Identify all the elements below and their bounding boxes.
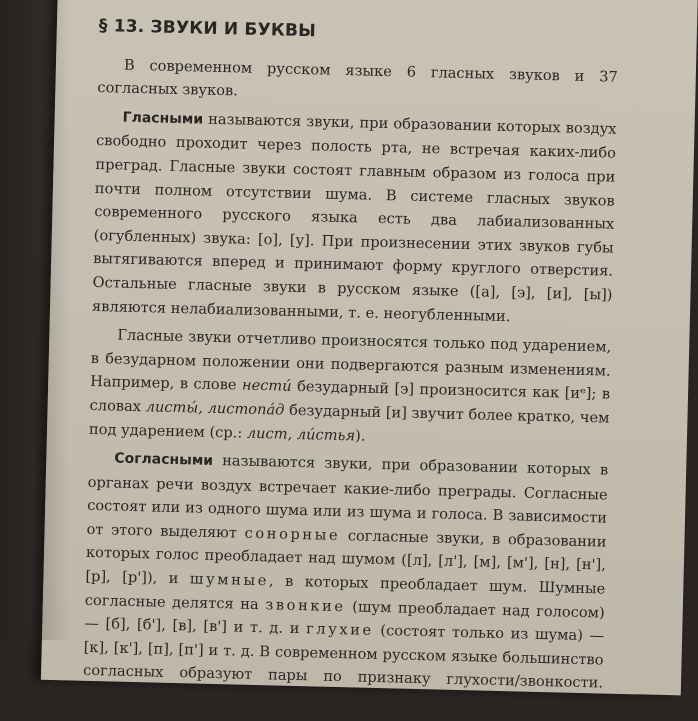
paragraph-consonants-text-a: называются звуки, при образовании которых в органах речи воздух встречает какие-либо преграды. Согласные состоят или из одного шума или из шума и голоса. В зависимости от этого выделяют [86,452,609,542]
paragraph-consonants-text-c: , в которых преобладает шум. Шумные согласные делятся на [84,572,606,613]
term-noisy: шумные [189,570,270,590]
paragraph-consonants-text-d: (шум преобладает над голосом) — [б], [б'], [в], [в'] и т. д. и [84,597,605,638]
paragraph-consonants [82,446,608,719]
paragraph-consonants-text-b: согласные звуки, в образовании которых голос преобладает над шумом ([л], [л'], [м], [м'], [н], [н'], [р], [р']), и [85,526,607,588]
paragraph-vowels-text: называются звуки, при образовании которых воздух свободно проходит через полость рта, не встречая каких-либо преград. Гласные звуки состоят главным образом из голоса при почти полном отсутствии шума. В системе гласных звуков современного русского языка есть два лабиализованных (огубленных) звука: [о], [у]. При произнесении этих звуков губы вытягиваются вперед и принимают форму круглого отверстия. Остальные гласные звуки в русском языке ([а], [э], [и], [ы]) являются нелабиализованными, т. е. неогубленными. [91,110,617,325]
term-voiced: звонкие [265,595,346,615]
page-text-block [82,0,620,719]
paragraph-stress-text-c: безударный [и] звучит более кратко, чем под ударением (ср.: [88,401,610,442]
paragraph-intro-text: В современном русском языке 6 гласных звуков и 37 согласных звуков. [97,56,619,100]
term-sonorant: сонорные [244,524,341,544]
term-consonants: Согласными [114,450,214,470]
paragraph-stress-text-a: Гласные звуки отчетливо произносятся только под ударением, в безударном положении они подвергаются разным изменениям. Например, в слове [89,326,612,394]
book-page [41,0,698,712]
section-heading: § 13. ЗВУКИ И БУКВЫ [98,16,317,42]
paragraph-intro [97,53,618,113]
paragraph-stress-text-d: ). [354,426,366,445]
paragraph-stress-text-b: безударный [э] произносится как [иᵉ]; в словах [89,378,611,416]
term-voiceless: глухие [305,620,374,640]
example-words-listy: листы́, листопа́д [145,398,285,419]
paragraph-stress [89,323,612,454]
example-words-list: лист, ли́стья [246,424,356,444]
paragraph-consonants-text-e: (состоят только из шума) — [к], [к'], [п], [п'] и т. д. В современном русском языке большинство согласных образуют пары по признаку глухости/звонкости. Однако некоторые согласные являются только [82,622,605,712]
example-word-nesti: нести́ [241,376,292,396]
term-vowels: Гласными [122,109,204,128]
paragraph-vowels [92,105,617,331]
